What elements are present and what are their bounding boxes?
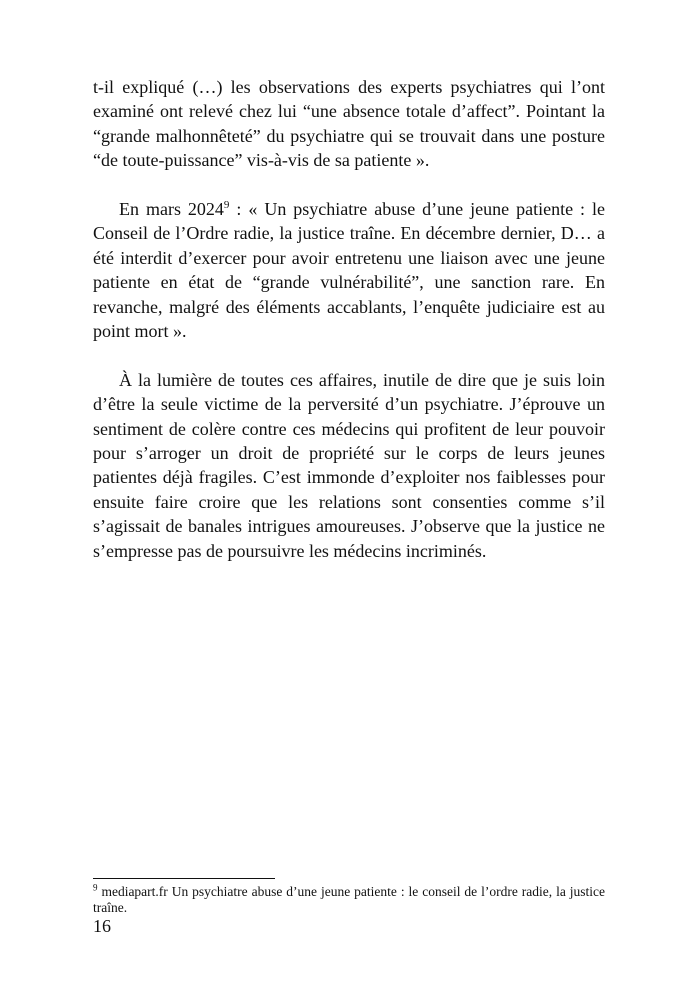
footnote-reference[interactable]: 9 (223, 199, 230, 212)
paragraph-2 (93, 197, 605, 343)
paragraph-2-lead: En mars 2024 (119, 199, 224, 220)
page-number: 16 (93, 916, 111, 936)
paragraph-3: À la lumière de toutes ces affaires, inutile de dire que je suis loin d’être la seule victime de la perversité d’un psychiatre. J’éprouve un sentiment de colère contre ces médecins qui profitent de leur pouvoir pour s’arroger un droit de propriété sur le corps de leurs jeunes patientes déjà fragiles. C’est immonde d’exploiter nos faiblesses pour ensuite faire croire que les relations sont consenties comme s’il s’agissait de banales intrigues amoureuses. J’observe que la justice ne s’empresse pas de poursuivre les médecins incriminés. (93, 369, 605, 561)
paragraph-2-body: : « Un psychiatre abuse d’une jeune patiente : le Conseil de l’Ordre radie, la justice traîne. En décembre dernier, D… a été interdit d’exercer pour avoir entretenu une liaison avec une jeune patiente en état de “grande vulnérabilité”, une sanction rare. En revanche, malgré des éléments accablants, l’enquête judiciaire est au point mort ». (93, 199, 605, 342)
footnote (93, 884, 605, 916)
footnote-divider (93, 878, 275, 879)
body-text (93, 75, 605, 563)
paragraph-1: t-il expliqué (…) les observations des experts psychiatres qui l’ont examiné ont relevé chez lui “une absence totale d’affect”. Pointant la “grande malhonnêteté” du psychiatre qui se trouvait dans une posture “de toute-puissance” vis-à-vis de sa patiente ». (93, 77, 605, 171)
footnote-text: mediapart.fr Un psychiatre abuse d’une jeune patiente : le conseil de l’ordre radie, la justice traîne. (93, 884, 605, 915)
footnote-number: 9 (93, 882, 98, 893)
